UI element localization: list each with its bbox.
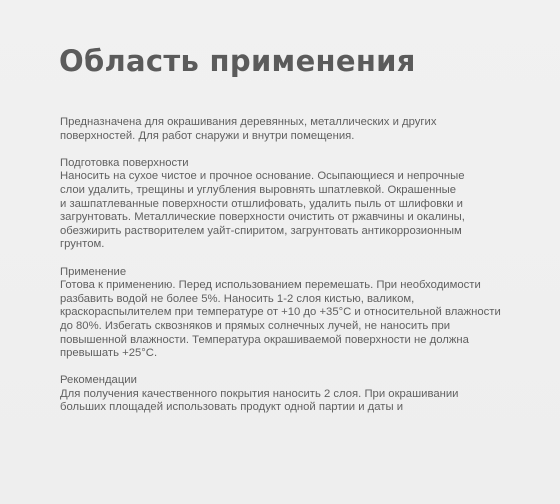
section-line: больших площадей использовать продукт одной партии и даты и	[60, 401, 404, 414]
section-heading: Рекомендации	[60, 374, 137, 387]
section-line: краскораспылителем при температуре от +10 до +35°С и относительной влажности	[60, 306, 501, 319]
section-line: Наносить на сухое чистое и прочное основание. Осыпающиеся и непрочные	[60, 170, 465, 183]
section-line: до 80%. Избегать сквозняков и прямых солнечных лучей, не наносить при	[60, 319, 451, 332]
section-line: повышенной влажности. Температура окрашиваемой поверхности не должна	[60, 333, 469, 346]
intro-paragraph	[60, 116, 510, 143]
section-heading: Подготовка поверхности	[60, 156, 189, 169]
section-heading: Применение	[60, 265, 127, 278]
section-surface-preparation	[60, 157, 510, 252]
intro-line: поверхностей. Для работ снаружи и внутри помещения.	[60, 129, 355, 142]
section-line: Для получения качественного покрытия наносить 2 слоя. При окрашивании	[60, 387, 459, 400]
section-application	[60, 266, 510, 361]
section-line: и зашпатлеванные поверхности отшлифовать, удалить пыль от шлифовки и	[60, 197, 463, 210]
page-title: Область применения	[59, 44, 416, 78]
section-line: грунтом.	[60, 238, 105, 251]
intro-line: Предназначена для окрашивания деревянных, металлических и других	[60, 116, 437, 128]
section-line: Готова к применению. Перед использованием перемешать. При необходимости	[60, 279, 481, 292]
section-line: обезжирить растворителем уайт-спиритом, загрунтовать антикоррозионным	[60, 224, 462, 237]
section-recommendations	[60, 374, 510, 415]
section-line: загрунтовать. Металлические поверхности очистить от ржавчины и окалины,	[60, 211, 465, 224]
section-line: разбавить водой не более 5%. Наносить 1-2 слоя кистью, валиком,	[60, 292, 415, 305]
section-line: превышать +25°С.	[60, 347, 158, 360]
section-line: слои удалить, трещины и углубления выровнять шпатлевкой. Окрашенные	[60, 183, 457, 196]
document-body	[60, 116, 510, 429]
